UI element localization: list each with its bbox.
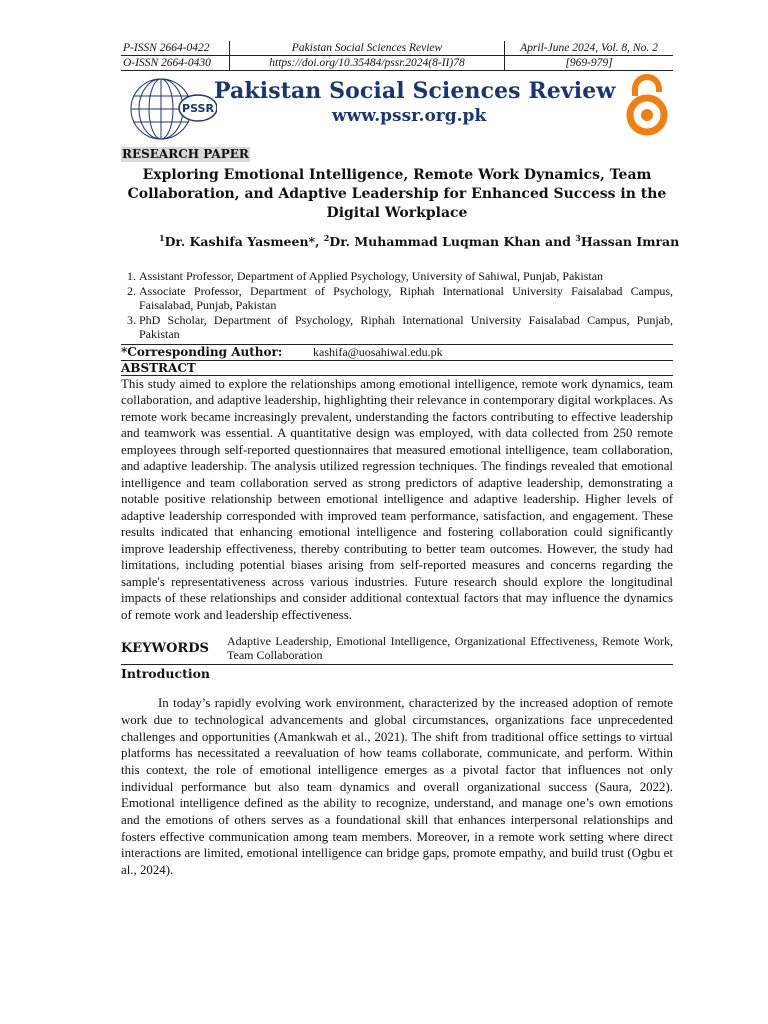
issue-info: April-June 2024, Vol. 8, No. 2 [505,41,674,56]
corresponding-author [121,344,673,359]
masthead [121,73,673,143]
section-label: RESEARCH PAPER [122,147,249,161]
keywords-list: Adaptive Leadership, Emotional Intelligence, Organizational Effectiveness, Remote Work, Team Collaboration [227,634,673,662]
running-header [121,41,673,71]
introduction-heading: Introduction [121,664,673,681]
paper-page [121,41,680,879]
author-list [121,233,680,250]
keywords-row [121,635,673,662]
affiliation-item: 2. Associate Professor, Department of Psychology, Riphah International University Faisalabad Campus, Faisalabad, Punjab, Pakistan [127,283,673,313]
logo-text: PSSR [182,102,214,115]
o-issn: O-ISSN 2664-0430 [121,56,230,71]
introduction-paragraph: In today’s rapidly evolving work environment, characterized by the increased adoption of remote work due to technological advancements and global circumstances, organizations face unprecedented challenges and opportunities (Amankwah et al., 2021). The shift from traditional office settings to virtual platforms has necessitated a reevaluation of how teams collaborate, communicate, and perform. Within this context, the role of emotional intelligence emerges as a pivotal factor that influences not only individual performance but also team dynamics and overall organizational success (Saura, 2022). Emotional intelligence defined as the ability to recognize, understand, and manage one’s own emotions and the emotions of others serves as a foundational skill that enhances interpersonal relationships and fosters effective communication among team members. Moreover, in a remote work setting where direct interactions are limited, emotional intelligence can bridge gaps, promote empathy, and build trust (Ogbu et al., 2024). [121,696,673,878]
pssr-globe-logo [123,76,217,142]
open-access-icon [621,72,673,136]
p-issn: P-ISSN 2664-0422 [121,41,230,56]
keywords-label: KEYWORDS [121,641,209,657]
author: $^1$Dr. Kashifa Yasmeen*, [159,233,324,250]
affiliation-item: 1. Assistant Professor, Department of Applied Psychology, University of Sahiwal, Punjab, Pakistan [127,269,604,284]
journal-name: Pakistan Social Sciences Review [230,41,505,56]
page-range: [969-979] [505,56,674,71]
corresponding-email[interactable]: kashifa@uosahiwal.edu.pk [313,344,443,359]
affiliation-item: 3. PhD Scholar, Department of Psychology, Riphah International University Faisalabad Campus, Punjab, Pakistan [127,312,673,342]
paper-title: Exploring Emotional Intelligence, Remote Work Dynamics, Team Collaboration, and Adaptive Leadership for Enhanced Success in the Digital Workplace [127,167,667,221]
author: $^3$Hassan Imran [575,233,680,250]
abstract-text: This study aimed to explore the relationships among emotional intelligence, remote work dynamics, team collaboration, and adaptive leadership, highlighting their relevance in contemporary digital workplaces. As remote work became increasingly prevalent, understanding the factors contributing to effective leadership and teamwork was essential. A quantitative design was employed, with data collected from 250 remote employees through self-reported questionnaires that measured emotional intelligence, team collaboration, and adaptive leadership. The analysis utilized regression techniques. The findings revealed that emotional intelligence and team collaboration served as strong predictors of adaptive leadership, demonstrating a notable positive relationship between emotional intelligence and adaptive leadership. Higher levels of adaptive leadership corresponded with improved team performance, satisfaction, and engagement. These results indicated that enhancing emotional intelligence and fostering collaboration could significantly improve leadership effectiveness, thereby contributing to better team outcomes. However, the study had limitations, including potential biases arising from self-reported measures and concerns regarding the sample's representativeness across various industries. Future research should explore the longitudinal impacts of these relationships and consider additional contextual factors that may influence the dynamics of remote work and leadership effectiveness. [121,376,673,622]
author: $^2$Dr. Muhammad Luqman Khan and [323,233,576,250]
affiliation-list [121,269,673,342]
journal-url[interactable]: www.pssr.org.pk [332,106,487,126]
journal-masthead-title: Pakistan Social Sciences Review [214,78,616,104]
doi-link[interactable]: https://doi.org/10.35484/pssr.2024(8-II)78 [230,56,505,71]
corresponding-label: *Corresponding Author: [121,344,283,359]
abstract-heading: ABSTRACT [121,360,673,376]
